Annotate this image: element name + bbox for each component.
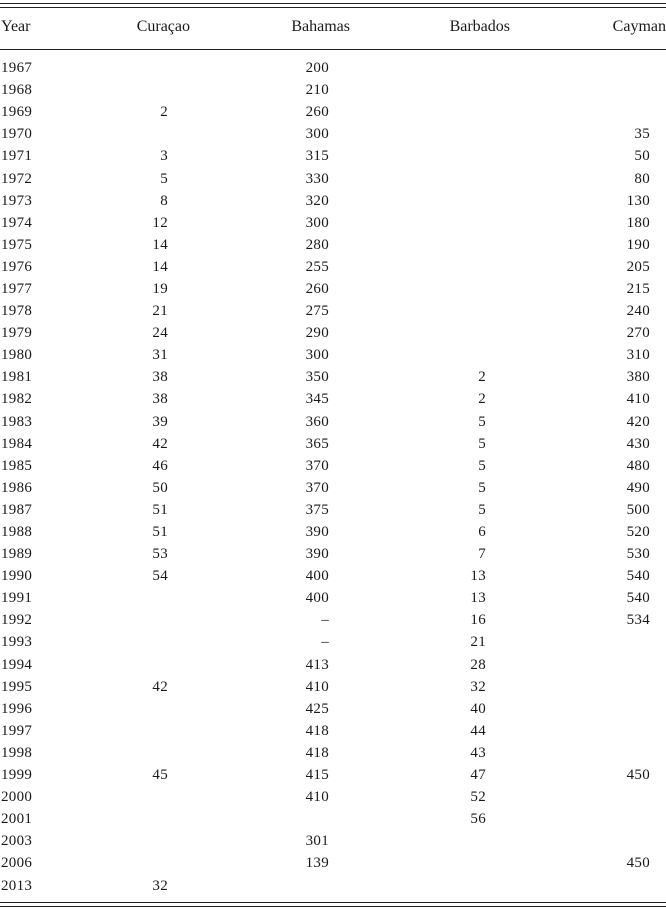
table-row <box>0 477 666 499</box>
cell-cayman: 450 <box>626 767 650 784</box>
cell-curacao: 46 <box>152 457 168 474</box>
cell-bahamas: – <box>321 612 329 629</box>
table-row <box>0 543 666 565</box>
cell-cayman: 540 <box>626 568 650 585</box>
bottom-rule-inner <box>0 902 666 903</box>
table-row <box>0 79 666 101</box>
cell-curacao: 39 <box>152 413 168 430</box>
table-row <box>0 145 666 167</box>
cell-cayman <box>510 676 666 698</box>
cell-year: 1980 <box>1 347 33 364</box>
cell-barbados: 28 <box>470 656 486 673</box>
cell-curacao <box>70 808 190 830</box>
cell-cayman: 180 <box>626 214 650 231</box>
cell-year: 2006 <box>1 855 33 872</box>
cell-barbados: 52 <box>470 789 486 806</box>
cell-barbados: 16 <box>470 612 486 629</box>
cell-curacao: 8 <box>160 192 168 209</box>
cell-barbados: 32 <box>470 678 486 695</box>
cell-curacao <box>70 786 190 808</box>
cell-bahamas: 370 <box>305 457 329 474</box>
cell-bahamas: 400 <box>305 568 329 585</box>
cell-bahamas <box>190 874 360 896</box>
cell-bahamas: 415 <box>305 767 329 784</box>
cell-cayman: 35 <box>634 126 650 143</box>
cell-curacao: 38 <box>152 391 168 408</box>
cell-year: 1975 <box>1 236 33 253</box>
column-header-cayman: Cayman <box>612 18 666 35</box>
cell-year: 1981 <box>1 369 33 386</box>
cell-bahamas: 210 <box>305 82 329 99</box>
cell-cayman <box>510 874 666 896</box>
table-row <box>0 609 666 631</box>
cell-bahamas: 365 <box>305 435 329 452</box>
cell-cayman: 50 <box>634 148 650 165</box>
cell-year: 1983 <box>1 413 33 430</box>
table-row <box>0 388 666 410</box>
cell-cayman <box>510 101 666 123</box>
cell-barbados <box>360 322 510 344</box>
cell-bahamas: 260 <box>305 104 329 121</box>
cell-cayman: 450 <box>626 855 650 872</box>
cell-barbados: 5 <box>478 501 486 518</box>
cell-barbados <box>360 101 510 123</box>
cell-year: 2000 <box>1 789 33 806</box>
cell-barbados: 5 <box>478 413 486 430</box>
table-row <box>0 676 666 698</box>
cell-cayman: 500 <box>626 501 650 518</box>
cell-curacao <box>70 852 190 874</box>
cell-year: 1990 <box>1 568 33 585</box>
cell-year: 1988 <box>1 524 33 541</box>
cell-cayman: 380 <box>626 369 650 386</box>
cell-curacao <box>70 57 190 79</box>
cell-barbados <box>360 278 510 300</box>
cell-year: 1989 <box>1 546 33 563</box>
table-row <box>0 808 666 830</box>
cell-barbados <box>360 300 510 322</box>
table-row <box>0 565 666 587</box>
cell-bahamas: 375 <box>305 501 329 518</box>
cell-year: 1974 <box>1 214 33 231</box>
table-row <box>0 322 666 344</box>
cell-cayman <box>510 698 666 720</box>
table-row <box>0 631 666 653</box>
cell-curacao: 32 <box>152 877 168 894</box>
cell-bahamas: 410 <box>305 789 329 806</box>
cell-cayman <box>510 786 666 808</box>
cell-cayman <box>510 79 666 101</box>
cell-bahamas: 425 <box>305 700 329 717</box>
table-row <box>0 852 666 874</box>
cell-bahamas: 413 <box>305 656 329 673</box>
cell-bahamas: 275 <box>305 303 329 320</box>
cell-year: 1968 <box>1 82 33 99</box>
cell-curacao: 21 <box>152 303 168 320</box>
cell-bahamas <box>190 808 360 830</box>
column-header-barbados: Barbados <box>449 18 510 35</box>
cell-bahamas: 300 <box>305 214 329 231</box>
cell-bahamas: – <box>321 634 329 651</box>
table-header-row <box>0 14 666 44</box>
cell-barbados: 7 <box>478 546 486 563</box>
cell-curacao <box>70 742 190 764</box>
cell-curacao: 19 <box>152 280 168 297</box>
table-row <box>0 212 666 234</box>
cell-year: 1997 <box>1 722 33 739</box>
cell-barbados: 40 <box>470 700 486 717</box>
cell-curacao: 5 <box>160 170 168 187</box>
table-row <box>0 521 666 543</box>
cell-cayman <box>510 57 666 79</box>
cell-barbados <box>360 234 510 256</box>
cell-cayman: 490 <box>626 479 650 496</box>
bottom-rule-outer <box>0 906 666 907</box>
cell-barbados <box>360 145 510 167</box>
cell-barbados: 5 <box>478 479 486 496</box>
top-rule-inner <box>0 7 666 8</box>
cell-bahamas: 300 <box>305 347 329 364</box>
cell-cayman: 530 <box>626 546 650 563</box>
cell-curacao <box>70 587 190 609</box>
table-row <box>0 654 666 676</box>
table-row <box>0 190 666 212</box>
cell-cayman: 205 <box>626 258 650 275</box>
table-row <box>0 256 666 278</box>
cell-bahamas: 418 <box>305 722 329 739</box>
cell-cayman: 310 <box>626 347 650 364</box>
cell-bahamas: 290 <box>305 325 329 342</box>
table-row <box>0 455 666 477</box>
cell-curacao: 42 <box>152 435 168 452</box>
cell-curacao: 51 <box>152 501 168 518</box>
cell-year: 1978 <box>1 303 33 320</box>
cell-barbados: 47 <box>470 767 486 784</box>
table-row <box>0 167 666 189</box>
cell-barbados: 44 <box>470 722 486 739</box>
cell-year: 1970 <box>1 126 33 143</box>
cell-barbados: 43 <box>470 744 486 761</box>
cell-year: 2003 <box>1 833 33 850</box>
cell-year: 1985 <box>1 457 33 474</box>
cell-cayman <box>510 631 666 653</box>
cell-cayman: 215 <box>626 280 650 297</box>
cell-bahamas: 255 <box>305 258 329 275</box>
cell-year: 1999 <box>1 767 33 784</box>
cell-barbados <box>360 852 510 874</box>
cell-year: 1979 <box>1 325 33 342</box>
cell-barbados <box>360 79 510 101</box>
cell-curacao <box>70 609 190 631</box>
cell-barbados <box>360 123 510 145</box>
cell-barbados <box>360 167 510 189</box>
table-row <box>0 411 666 433</box>
cell-year: 1971 <box>1 148 33 165</box>
cell-bahamas: 260 <box>305 280 329 297</box>
cell-curacao: 50 <box>152 479 168 496</box>
cell-year: 1987 <box>1 501 33 518</box>
cell-curacao: 38 <box>152 369 168 386</box>
cell-cayman: 480 <box>626 457 650 474</box>
cell-cayman <box>510 830 666 852</box>
cell-barbados <box>360 344 510 366</box>
cell-cayman: 190 <box>626 236 650 253</box>
column-header-curacao: Curaçao <box>136 18 190 35</box>
table-row <box>0 234 666 256</box>
cell-curacao: 54 <box>152 568 168 585</box>
cell-bahamas: 139 <box>305 855 329 872</box>
cell-curacao: 45 <box>152 767 168 784</box>
cell-curacao: 53 <box>152 546 168 563</box>
cell-year: 2001 <box>1 811 33 828</box>
cell-bahamas: 280 <box>305 236 329 253</box>
cell-year: 1969 <box>1 104 33 121</box>
cell-bahamas: 200 <box>305 60 329 77</box>
column-header-bahamas: Bahamas <box>291 18 350 35</box>
cell-year: 1977 <box>1 280 33 297</box>
table-row <box>0 433 666 455</box>
cell-curacao: 42 <box>152 678 168 695</box>
cell-bahamas: 300 <box>305 126 329 143</box>
table-row <box>0 278 666 300</box>
cell-barbados <box>360 830 510 852</box>
cell-bahamas: 370 <box>305 479 329 496</box>
cell-barbados: 21 <box>470 634 486 651</box>
cell-barbados: 2 <box>478 369 486 386</box>
cell-cayman: 130 <box>626 192 650 209</box>
cell-bahamas: 345 <box>305 391 329 408</box>
table-row <box>0 57 666 79</box>
cell-curacao: 31 <box>152 347 168 364</box>
cell-year: 1972 <box>1 170 33 187</box>
data-table <box>0 14 666 897</box>
cell-year: 1998 <box>1 744 33 761</box>
cell-curacao <box>70 698 190 720</box>
cell-year: 1993 <box>1 634 33 651</box>
cell-barbados: 6 <box>478 524 486 541</box>
cell-cayman: 540 <box>626 590 650 607</box>
cell-year: 1973 <box>1 192 33 209</box>
cell-cayman <box>510 720 666 742</box>
cell-curacao <box>70 631 190 653</box>
table-row <box>0 499 666 521</box>
cell-barbados: 56 <box>470 811 486 828</box>
table-row <box>0 366 666 388</box>
cell-cayman: 410 <box>626 391 650 408</box>
cell-barbados: 13 <box>470 568 486 585</box>
cell-bahamas: 330 <box>305 170 329 187</box>
cell-bahamas: 360 <box>305 413 329 430</box>
cell-year: 2013 <box>1 877 33 894</box>
cell-bahamas: 301 <box>305 833 329 850</box>
cell-barbados: 5 <box>478 457 486 474</box>
cell-curacao <box>70 79 190 101</box>
table-row <box>0 587 666 609</box>
cell-year: 1982 <box>1 391 33 408</box>
cell-cayman <box>510 808 666 830</box>
table-row <box>0 123 666 145</box>
table-row <box>0 742 666 764</box>
table-row <box>0 786 666 808</box>
cell-bahamas: 315 <box>305 148 329 165</box>
cell-barbados <box>360 256 510 278</box>
cell-year: 1992 <box>1 612 33 629</box>
cell-bahamas: 418 <box>305 744 329 761</box>
cell-year: 1996 <box>1 700 33 717</box>
cell-bahamas: 350 <box>305 369 329 386</box>
cell-cayman <box>510 654 666 676</box>
cell-curacao: 24 <box>152 325 168 342</box>
cell-year: 1984 <box>1 435 33 452</box>
cell-curacao <box>70 830 190 852</box>
table-row <box>0 698 666 720</box>
cell-curacao: 14 <box>152 236 168 253</box>
cell-year: 1994 <box>1 656 33 673</box>
cell-year: 1976 <box>1 258 33 275</box>
cell-barbados: 13 <box>470 590 486 607</box>
cell-bahamas: 390 <box>305 546 329 563</box>
cell-curacao: 51 <box>152 524 168 541</box>
table-row <box>0 101 666 123</box>
table-row <box>0 720 666 742</box>
cell-curacao <box>70 123 190 145</box>
table-row <box>0 300 666 322</box>
table-row <box>0 344 666 366</box>
cell-barbados <box>360 212 510 234</box>
cell-year: 1991 <box>1 590 33 607</box>
cell-bahamas: 390 <box>305 524 329 541</box>
cell-curacao: 14 <box>152 258 168 275</box>
cell-barbados <box>360 874 510 896</box>
cell-bahamas: 320 <box>305 192 329 209</box>
cell-year: 1995 <box>1 678 33 695</box>
cell-curacao: 12 <box>152 214 168 231</box>
cell-cayman: 430 <box>626 435 650 452</box>
table-row <box>0 874 666 896</box>
cell-barbados <box>360 57 510 79</box>
cell-cayman: 270 <box>626 325 650 342</box>
cell-barbados: 5 <box>478 435 486 452</box>
cell-cayman: 80 <box>634 170 650 187</box>
cell-cayman: 420 <box>626 413 650 430</box>
cell-barbados: 2 <box>478 391 486 408</box>
cell-curacao: 3 <box>160 148 168 165</box>
top-rule-outer <box>0 3 666 4</box>
cell-cayman: 240 <box>626 303 650 320</box>
cell-cayman: 534 <box>626 612 650 629</box>
cell-curacao <box>70 654 190 676</box>
table-row <box>0 764 666 786</box>
table-row <box>0 830 666 852</box>
cell-barbados <box>360 190 510 212</box>
cell-year: 1986 <box>1 479 33 496</box>
cell-bahamas: 400 <box>305 590 329 607</box>
cell-cayman: 520 <box>626 524 650 541</box>
cell-year: 1967 <box>1 60 33 77</box>
column-header-year: Year <box>1 18 31 35</box>
cell-cayman <box>510 742 666 764</box>
cell-curacao: 2 <box>160 104 168 121</box>
cell-curacao <box>70 720 190 742</box>
cell-bahamas: 410 <box>305 678 329 695</box>
